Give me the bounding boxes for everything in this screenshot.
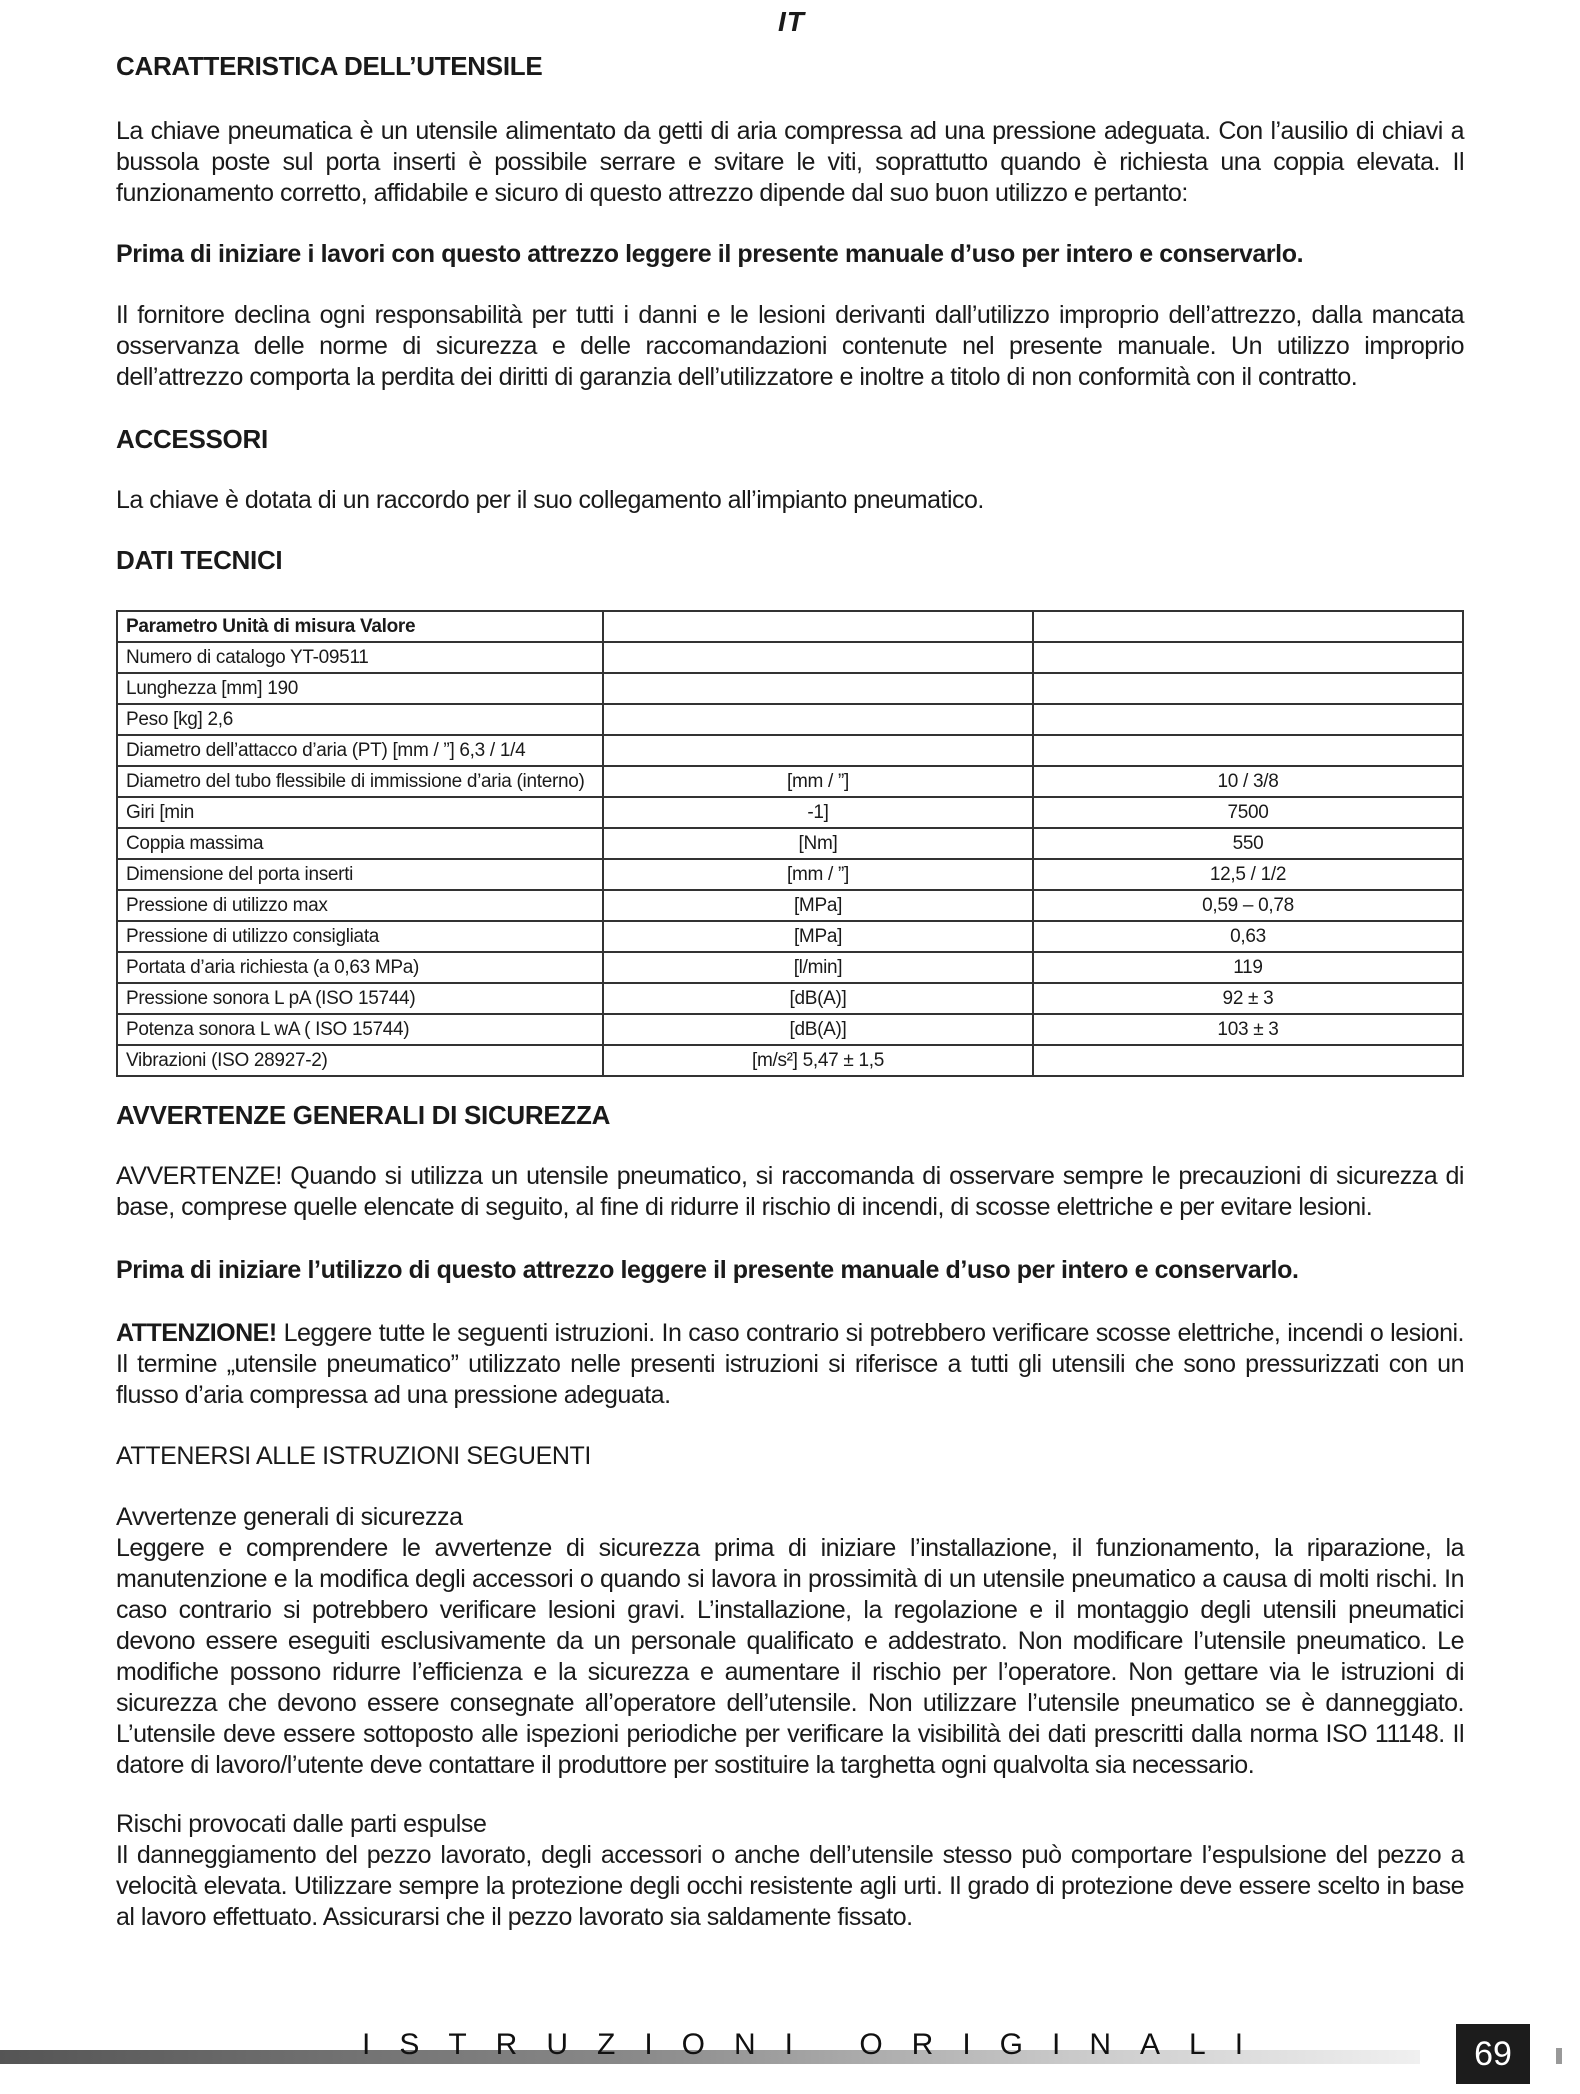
- table-cell: [m/s²] 5,47 ± 1,5: [603, 1045, 1033, 1076]
- language-tag: IT: [778, 6, 805, 37]
- table-header-cell: [603, 611, 1033, 642]
- subheading-avvertenze-generali: Avvertenze generali di sicurezza: [116, 1503, 463, 1531]
- table-row: [117, 859, 1463, 890]
- table-cell: [dB(A)]: [603, 1014, 1033, 1045]
- table-cell: [1033, 735, 1463, 766]
- table-cell: 119: [1033, 952, 1463, 983]
- table-cell: [MPa]: [603, 890, 1033, 921]
- table-cell: Giri [min: [117, 797, 603, 828]
- table-cell: Numero di catalogo YT-09511: [117, 642, 603, 673]
- table-cell: [l/min]: [603, 952, 1033, 983]
- page-content: [116, 50, 1464, 1933]
- table-cell: [1033, 1045, 1463, 1076]
- table-cell: [1033, 673, 1463, 704]
- table-cell: Potenza sonora L wA ( ISO 15744): [117, 1014, 603, 1045]
- table-cell: 0,63: [1033, 921, 1463, 952]
- table-cell: Pressione sonora L pA (ISO 15744): [117, 983, 603, 1014]
- attention-label: ATTENZIONE!: [116, 1319, 277, 1347]
- table-row: [117, 1014, 1463, 1045]
- heading-avvertenze: AVVERTENZE GENERALI DI SICUREZZA: [116, 1100, 611, 1130]
- footer-text: ISTRUZIONI ORIGINALI: [362, 2028, 1273, 2061]
- table-cell: [603, 735, 1033, 766]
- bold-note-lavori: Prima di iniziare i lavori con questo attrezzo leggere il presente manuale d’uso per intero e conservarlo.: [116, 240, 1304, 268]
- table-row: [117, 642, 1463, 673]
- table-cell: Lunghezza [mm] 190: [117, 673, 603, 704]
- table-cell: [603, 673, 1033, 704]
- table-cell: Vibrazioni (ISO 28927-2): [117, 1045, 603, 1076]
- table-cell: Coppia massima: [117, 828, 603, 859]
- table-row: [117, 1045, 1463, 1076]
- page-number: 69: [1456, 2024, 1530, 2084]
- attention-text: Leggere tutte le seguenti istruzioni. In caso contrario si potrebbero verificare scosse elettriche, incendi o lesioni. Il termine „utensile pneumatico” utilizzato nelle presenti istruzioni si riferisce a tutti gli utensili che sono pressurizzati con un flusso d’aria compressa ad una pressione adeguata.: [116, 1319, 1464, 1409]
- heading-caratteristica: CARATTERISTICA DELL’UTENSILE: [116, 51, 543, 81]
- para-avvertenze-generali: Leggere e comprendere le avvertenze di sicurezza prima di iniziare l’installazione, il funzionamento, la riparazione, la manutenzione e la modifica degli accessori o quando si lavora in prossimità di un utensile pneumatico a causa di molti rischi. In caso contrario si potrebbero verificare lesioni gravi. L’installazione, la regolazione e il montaggio degli utensili pneumatici devono essere eseguiti esclusivamente da un personale qualificato e addestrato. Non modificare l’utensile pneumatico. Le modifiche possono ridurre l’efficienza e la sicurezza e aumentare il rischio per l’operatore. Non gettare via le istruzioni di sicurezza che devono essere consegnate all’operatore dell’utensile. Non utilizzare l’utensile pneumatico se è danneggiato. L’utensile deve essere sottoposto alle ispezioni periodiche per verificare la visibilità dei dati prescritti dalla norma ISO 11148. Il datore di lavoro/l’utente deve contattare il produttore per sostituire la targhetta ogni qualvolta sia necessario.: [116, 1534, 1464, 1779]
- table-cell: [Nm]: [603, 828, 1033, 859]
- table-header-row: [117, 611, 1463, 642]
- table-cell: Portata d’aria richiesta (a 0,63 MPa): [117, 952, 603, 983]
- table-row: [117, 952, 1463, 983]
- table-row: [117, 828, 1463, 859]
- table-cell: Peso [kg] 2,6: [117, 704, 603, 735]
- table-row: [117, 735, 1463, 766]
- table-cell: [1033, 704, 1463, 735]
- para-avvertenze: AVVERTENZE! Quando si utilizza un utensile pneumatico, si raccomanda di osservare sempre le precauzioni di sicurezza di base, comprese quelle elencate di seguito, al fine di ridurre il rischio di incendi, di scosse elettriche e per evitare lesioni.: [116, 1162, 1464, 1221]
- follow-instructions: ATTENERSI ALLE ISTRUZIONI SEGUENTI: [116, 1442, 591, 1470]
- table-cell: [MPa]: [603, 921, 1033, 952]
- table-cell: Diametro dell’attacco d’aria (PT) [mm / ”] 6,3 / 1/4: [117, 735, 603, 766]
- para-accessori: La chiave è dotata di un raccordo per il suo collegamento all’impianto pneumatico.: [116, 486, 984, 514]
- para-fornitore: Il fornitore declina ogni responsabilità per tutti i danni e le lesioni derivanti dall’utilizzo improprio dell’attrezzo, dalla mancata osservanza delle norme di sicurezza e delle raccomandazioni contenute nel presente manuale. Un utilizzo improprio dell’attrezzo comporta la perdita dei diritti di garanzia dell’utilizzatore e inoltre a titolo di non conformità con il contratto.: [116, 301, 1464, 391]
- table-cell: [mm / ”]: [603, 766, 1033, 797]
- para-rischi: Il danneggiamento del pezzo lavorato, degli accessori o anche dell’utensile stesso può comportare l’espulsione del pezzo a velocità elevata. Utilizzare sempre la protezione degli occhi resistente agli urti. Il grado di protezione deve essere scelto in base al lavoro effettuato. Assicurarsi che il pezzo lavorato sia saldamente fissato.: [116, 1841, 1464, 1931]
- para-attenzione: [116, 1318, 1464, 1411]
- table-cell: Dimensione del porta inserti: [117, 859, 603, 890]
- table-cell: 550: [1033, 828, 1463, 859]
- table-cell: Diametro del tubo flessibile di immissione d’aria (interno): [117, 766, 603, 797]
- table-row: [117, 704, 1463, 735]
- page-edge-mark: [1556, 2048, 1562, 2064]
- table-row: [117, 983, 1463, 1014]
- page-footer: [0, 2028, 1580, 2094]
- table-cell: 10 / 3/8: [1033, 766, 1463, 797]
- table-cell: [603, 642, 1033, 673]
- table-cell: 12,5 / 1/2: [1033, 859, 1463, 890]
- table-header-cell: Parametro Unità di misura Valore: [117, 611, 603, 642]
- table-cell: [dB(A)]: [603, 983, 1033, 1014]
- para-caratteristica: La chiave pneumatica è un utensile alimentato da getti di aria compressa ad una pressione adeguata. Con l’ausilio di chiavi a bussola poste sul porta inserti è possibile serrare e svitare le viti, soprattutto quando è richiesta una coppia elevata. Il funzionamento corretto, affidabile e sicuro di questo attrezzo dipende dal suo buon utilizzo e pertanto:: [116, 117, 1464, 207]
- table-cell: -1]: [603, 797, 1033, 828]
- heading-accessori: ACCESSORI: [116, 424, 268, 454]
- table-row: [117, 766, 1463, 797]
- table-cell: 92 ± 3: [1033, 983, 1463, 1014]
- specs-table: [116, 610, 1464, 1077]
- table-row: [117, 673, 1463, 704]
- table-cell: Pressione di utilizzo max: [117, 890, 603, 921]
- table-header-cell: [1033, 611, 1463, 642]
- heading-dati-tecnici: DATI TECNICI: [116, 545, 283, 575]
- table-cell: [603, 704, 1033, 735]
- table-cell: 7500: [1033, 797, 1463, 828]
- table-cell: Pressione di utilizzo consigliata: [117, 921, 603, 952]
- table-cell: [1033, 642, 1463, 673]
- table-row: [117, 890, 1463, 921]
- table-cell: 0,59 – 0,78: [1033, 890, 1463, 921]
- table-cell: 103 ± 3: [1033, 1014, 1463, 1045]
- bold-note-utilizzo: Prima di iniziare l’utilizzo di questo attrezzo leggere il presente manuale d’uso per intero e conservarlo.: [116, 1256, 1299, 1284]
- subheading-rischi: Rischi provocati dalle parti espulse: [116, 1810, 487, 1838]
- table-cell: [mm / ”]: [603, 859, 1033, 890]
- table-row: [117, 797, 1463, 828]
- table-row: [117, 921, 1463, 952]
